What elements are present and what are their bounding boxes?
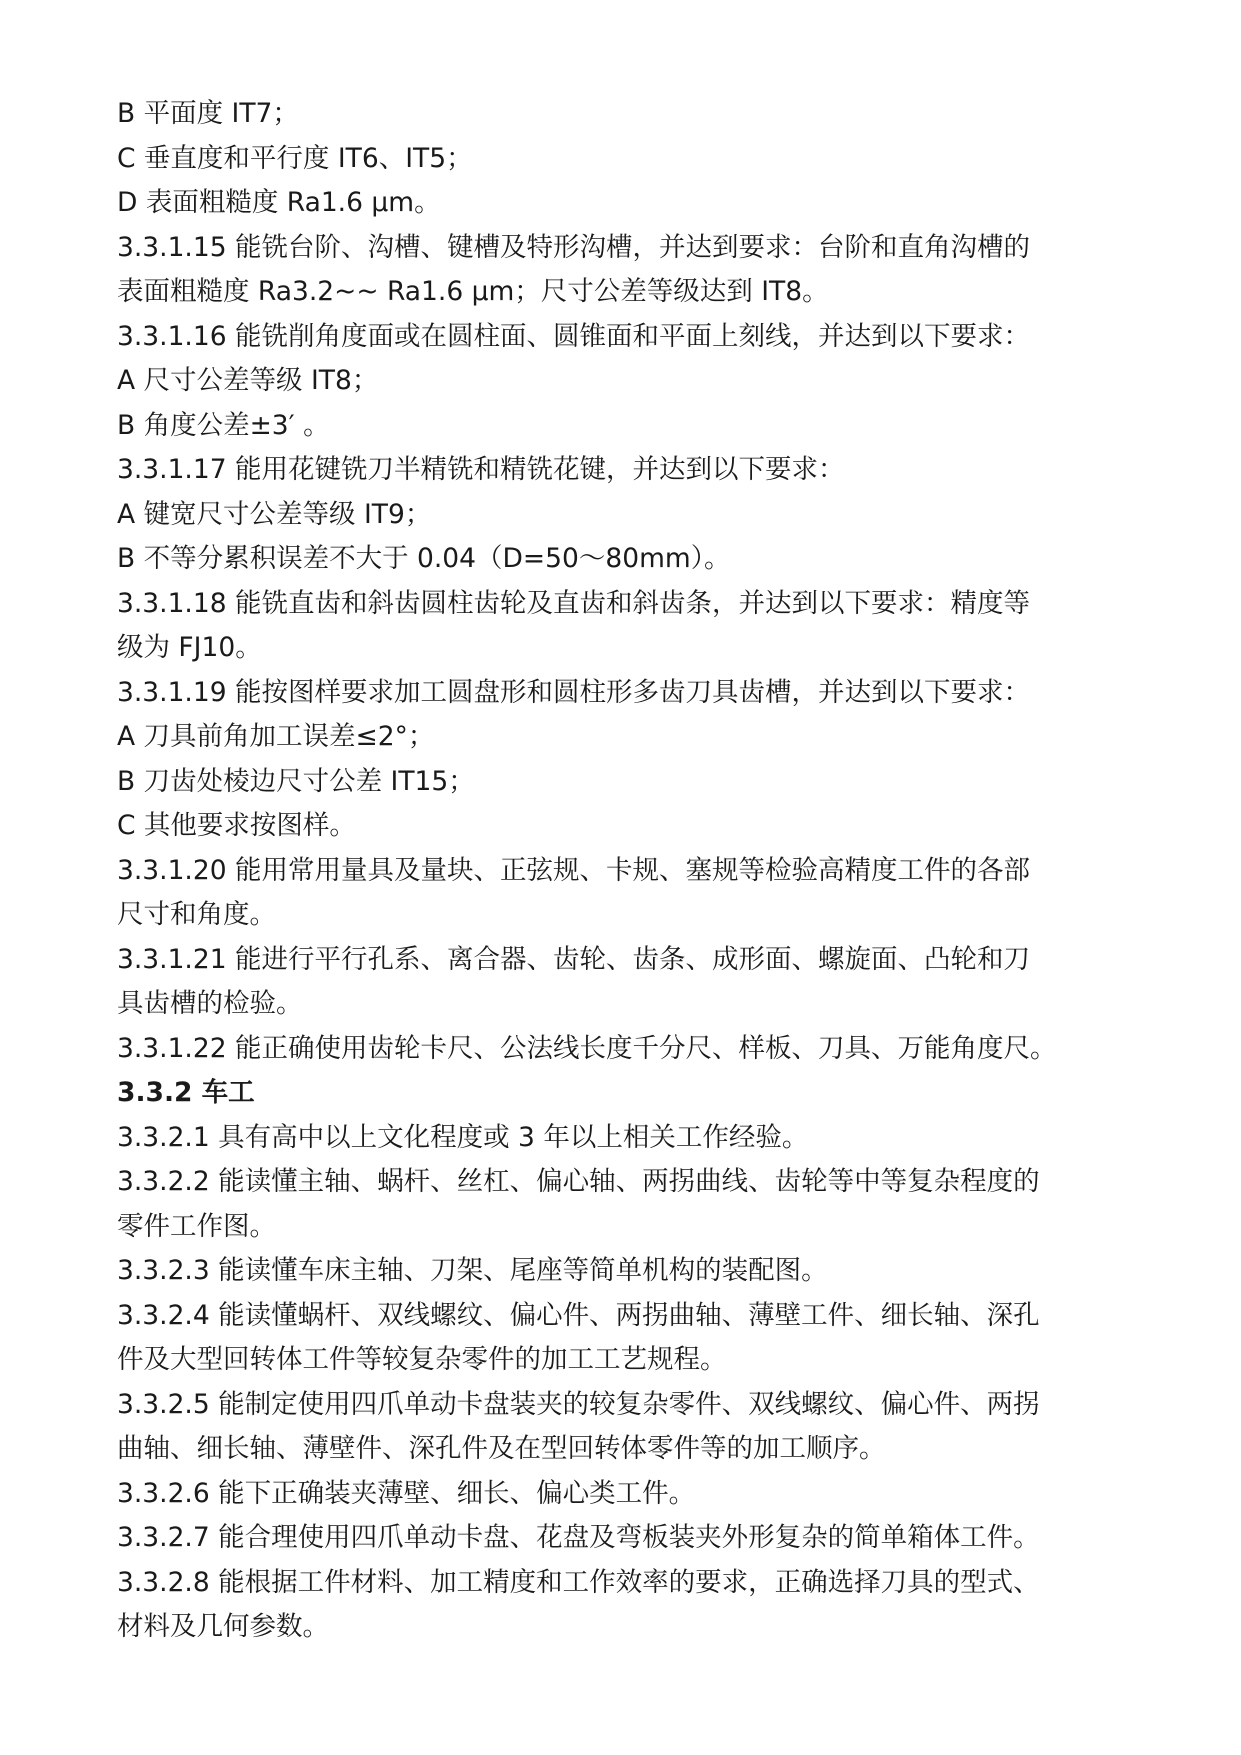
- text-line: A 尺寸公差等级 IT8；: [117, 365, 379, 396]
- text-line: 3.3.2.8 能根据工件材料、加工精度和工作效率的要求，正确选择刀具的型式、: [117, 1566, 1040, 1598]
- text-line: C 其他要求按图样。: [117, 810, 356, 841]
- text-line: A 键宽尺寸公差等级 IT9；: [117, 498, 432, 530]
- text-line: 3.3.2.4 能读懂蜗杆、双线螺纹、偏心件、两拐曲轴、薄壁工件、细长轴、深孔: [117, 1299, 1040, 1331]
- text-line: 3.3.1.18 能铣直齿和斜齿圆柱齿轮及直齿和斜齿条，并达到以下要求：精度等: [117, 587, 1030, 619]
- text-line: 3.3.2.1 具有高中以上文化程度或 3 年以上相关工作经验。: [117, 1121, 809, 1153]
- text-line: 3.3.2.7 能合理使用四爪单动卡盘、花盘及弯板装夹外形复杂的简单箱体工件。: [117, 1522, 1040, 1553]
- text-line: C 垂直度和平行度 IT6、IT5；: [117, 142, 473, 174]
- text-line: 曲轴、细长轴、薄壁件、深孔件及在型回转体零件等的加工顺序。: [117, 1433, 886, 1464]
- text-line: 级为 FJ10。: [117, 632, 262, 663]
- text-line: 3.3.1.19 能按图样要求加工圆盘形和圆柱形多齿刀具齿槽，并达到以下要求：: [117, 676, 1030, 708]
- text-line: 3.3.2.3 能读懂车床主轴、刀架、尾座等简单机构的装配图。: [117, 1255, 828, 1286]
- text-line: 3.3.2.2 能读懂主轴、蜗杆、丝杠、偏心轴、两拐曲线、齿轮等中等复杂程度的: [117, 1166, 1040, 1197]
- text-line: 尺寸和角度。: [117, 899, 276, 930]
- text-line: 3.3.1.16 能铣削角度面或在圆柱面、圆锥面和平面上刻线，并达到以下要求：: [117, 320, 1030, 352]
- text-line: 材料及几何参数。: [117, 1611, 329, 1642]
- text-line: 件及大型回转体工件等较复杂零件的加工工艺规程。: [117, 1344, 727, 1375]
- text-line: D 表面粗糙度 Ra1.6 μm。: [117, 187, 441, 218]
- text-line: B 角度公差±3′ 。: [117, 409, 330, 441]
- text-line: 3.3.1.15 能铣台阶、沟槽、键槽及特形沟槽，并达到要求：台阶和直角沟槽的: [117, 231, 1030, 263]
- text-line: 表面粗糙度 Ra3.2~~ Ra1.6 μm；尺寸公差等级达到 IT8。: [117, 276, 829, 307]
- text-line: 3.3.2.6 能下正确装夹薄壁、细长、偏心类工件。: [117, 1477, 696, 1509]
- text-line: B 平面度 IT7；: [117, 98, 299, 129]
- text-line: 零件工作图。: [117, 1210, 276, 1242]
- text-line: B 不等分累积误差不大于 0.04（D=50～80mm）。: [117, 543, 731, 574]
- text-line: 3.3.1.21 能进行平行孔系、离合器、齿轮、齿条、成形面、螺旋面、凸轮和刀: [117, 943, 1030, 975]
- document-page: [117, 92, 1127, 1650]
- section-heading: 3.3.2 车工: [117, 1077, 255, 1108]
- text-line: 3.3.1.20 能用常用量具及量块、正弦规、卡规、塞规等检验高精度工件的各部: [117, 854, 1030, 886]
- text-line: 3.3.2.5 能制定使用四爪单动卡盘装夹的较复杂零件、双线螺纹、偏心件、两拐: [117, 1388, 1040, 1420]
- text-line: 3.3.1.17 能用花键铣刀半精铣和精铣花键，并达到以下要求：: [117, 454, 845, 485]
- text-line: 3.3.1.22 能正确使用齿轮卡尺、公法线长度千分尺、样板、刀具、万能角度尺。: [117, 1032, 1057, 1064]
- text-line: 具齿槽的检验。: [117, 988, 303, 1019]
- text-line: B 刀齿处棱边尺寸公差 IT15；: [117, 765, 475, 797]
- text-line: A 刀具前角加工误差≤2°；: [117, 721, 435, 752]
